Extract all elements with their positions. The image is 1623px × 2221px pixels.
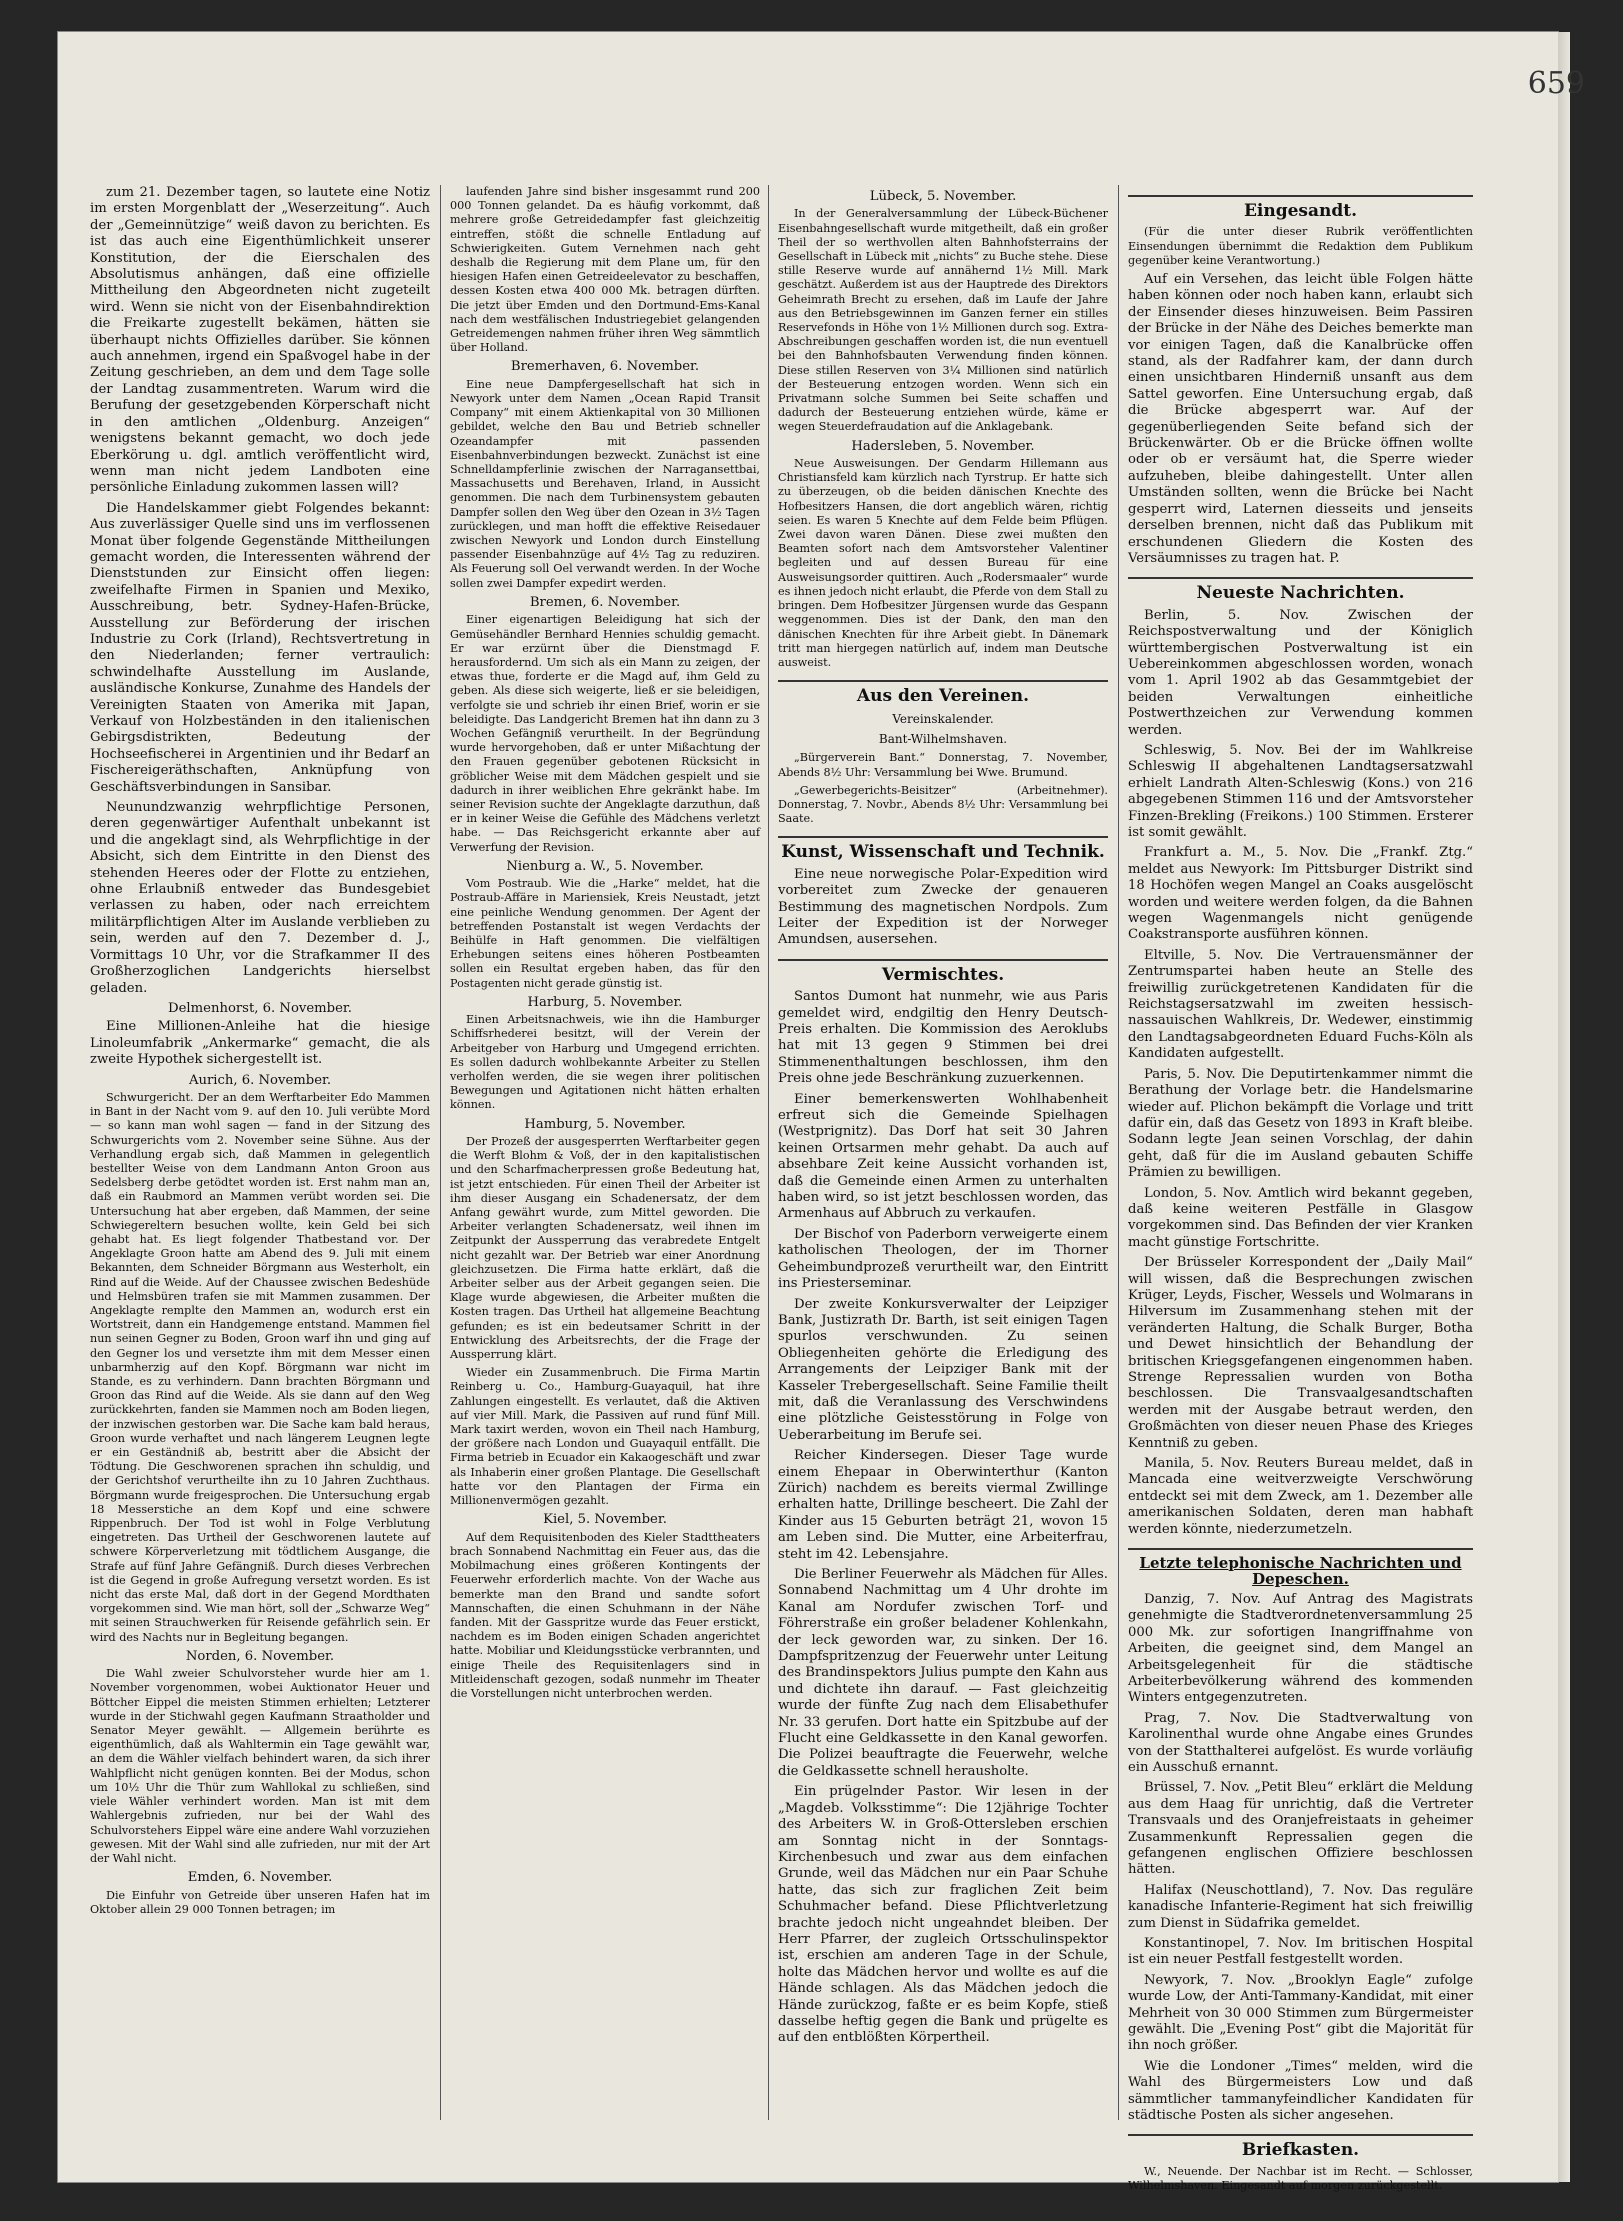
column-rule: [440, 185, 441, 2120]
dateline: Lübeck, 5. November.: [869, 189, 1017, 204]
dateline: Bremerhaven, 6. November.: [510, 359, 700, 375]
paragraph-small: „Bürgerverein Bant.“ Donnerstag, 7. November, Abends 8½ Uhr: Versammlung bei Wwe. Brumund.: [778, 751, 1108, 779]
paragraph: Einer bemerkenswerten Wohlhabenheit erfreut sich die Gemeinde Spielhagen (Westprignitz). Das Dorf hat seit 30 Jahren keinen Ortsarmen mehr gehabt. Da auch auf absehbare Zeit keine Aussicht vorhanden ist, daß die Gemeinde einen Armen zu unterhalten haben wird, so ist jetzt beschlossen worden, das Armenhaus auf Abbruch zu verkaufen.: [778, 1091, 1108, 1222]
section-heading: Vermischtes.: [778, 959, 1108, 983]
paragraph: Eltville, 5. Nov. Die Vertrauensmänner der Zentrumspartei haben heute an Stelle des freiwillig zurückgetretenen Kandidaten für die Reichstagsersatzwahl im zweiten hessisch-nassauischen Wahlkreis, Dr. Wedewer, einstimmig den Landtagsabgeordneten Eduard Fuchs-Köln als Kandidaten aufgestellt.: [1128, 947, 1473, 1062]
paragraph: Frankfurt a. M., 5. Nov. Die „Frankf. Ztg.“ meldet aus Newyork: Im Pittsburger Distrikt sind 18 Hochöfen wegen Mangel an Coaks ausgelöscht worden und weitere werden folgen, da die Bahnen wegen Wagenmangels nicht genügende Coakstransporte ausführen können.: [1128, 845, 1473, 943]
paragraph: Eine neue norwegische Polar-Expedition wird vorbereitet zum Zwecke der genaueren Bestimmung des magnetischen Nordpols. Zum Leiter der Expedition ist der Norweger Amundsen, ausersehen.: [778, 866, 1108, 948]
page-number: 659: [1527, 66, 1585, 101]
paragraph: Halifax (Neuschottland), 7. Nov. Das reguläre kanadische Infanterie-Regiment hat sich freiwillig zum Dienst in Südafrika gemeldet.: [1128, 1882, 1473, 1931]
paragraph: Der zweite Konkursverwalter der Leipziger Bank, Justizrath Dr. Barth, ist seit einigen Tagen spurlos verschwunden. Zu seinen Obliegenheiten gehörte die Erledigung des Arrangements der Leipziger Bank mit der Kasseler Trebergesellschaft. Seine Familie theilt mit, daß die Veranlassung des Verschwindens eine plötzliche Geistesstörung in Folge von Ueberarbeitung im Berufe sei.: [778, 1296, 1108, 1443]
paragraph: Danzig, 7. Nov. Auf Antrag des Magistrats genehmigte die Stadtverordnetenversammlung 25 000 Mk. zur sofortigen Inangriffnahme von Arbeiten, die geeignet sind, dem Mangel an Arbeitsgelegenheit für die städtische Arbeiterbevölkerung während des kommenden Winters entgegenzutreten.: [1128, 1591, 1473, 1706]
dateline: Hamburg, 5. November.: [524, 1116, 686, 1132]
paragraph: Ein prügelnder Pastor. Wir lesen in der „Magdeb. Volksstimme“: Die 12jährige Tochter des Arbeiters W. in Groß-Ottersleben erschien am Sonntag nicht in der Sonntags-Kirchenbesuch und zwar aus dem einfachen Grunde, weil das Mädchen nur ein Paar Schuhe hatte, das sich zur fraglichen Zeit beim Schuhmacher befand. Diese Pflichtverletzung brachte jedoch nicht ungeahndet bleiben. Der Herr Pfarrer, der zugleich Ortsschulinspektor ist, erschien am anderen Tage in der Schule, holte das Mädchen hervor und wollte es auf die Hände schlagen. Als das Mädchen jedoch die Hände zurückzog, faßte er es beim Kopfe, stieß dasselbe heftig gegen die Bank und prügelte es auf den entblößten Körpertheil.: [778, 1784, 1108, 2046]
paragraph: Brüssel, 7. Nov. „Petit Bleu“ erklärt die Meldung aus dem Haag für unrichtig, daß die Vertreter Transvaals und des Oranjefreistaats in geheimer Zusammenkunft Repressalien gegen die gefangenen englischen Offiziere beschlossen hätten.: [1128, 1780, 1473, 1878]
dateline: Emden, 6. November.: [187, 1870, 333, 1886]
paragraph-small: Eine neue Dampfergesellschaft hat sich in Newyork unter dem Namen „Ocean Rapid Transit Company“ mit einem Aktienkapital von 30 Millionen gebildet, welche den Bau und Betrieb schneller Ozeandampfer mit passenden Eisenbahnverbindungen bezweckt. Zunächst ist eine Schnelldampferlinie zwischen der Narragansettbai, Massachusetts und Berehaven, Irland, in Aussicht genommen. Die nach dem Turbinensystem gebauten Dampfer sollen den Weg über den Ozean in 3½ Tagen zurücklegen, und man hofft die effektive Reisedauer zwischen Newyork und London durch Einstellung passender Eisenbahnzüge auf 4½ Tag zu reduziren. Als Feuerung soll Oel verwandt werden. In der Woche sollen zwei Dampfer expedirt werden.: [450, 377, 760, 590]
paragraph-small: Die Wahl zweier Schulvorsteher wurde hier am 1. November vorgenommen, wobei Auktionator Heuer und Böttcher Eippel die meisten Stimmen erhielten; Letzterer wurde in der Stichwahl gegen Kaufmann Straatholder und Senator Meyer gewählt. — Allgemein berührte es eigenthümlich, daß als Wahltermin ein Tage gewählt war, an dem die Wähler vielfach behindert waren, da sich ihrer Wahlpflicht nicht genügen konnten. Bei der Modus, schon um 10½ Uhr die Thür zum Wahllokal zu schließen, sind viele Wähler verhindert worden. Man ist mit dem Wahlergebnis zufrieden, nur bei der Wahl des Schulvorstehers Eippel wäre eine andere Wahl vorzuziehen gewesen. Mit der Wahl sind alle zufrieden, nur mit der Art der Wahl nicht.: [90, 1667, 430, 1865]
paragraph: Wie die Londoner „Times“ melden, wird die Wahl des Bürgermeisters Low und daß sämmtlicher tammanyfeindlicher Kandidaten für städtische Posten als sicher angesehen.: [1128, 2058, 1473, 2124]
paragraph-small: Neue Ausweisungen. Der Gendarm Hillemann aus Christiansfeld kam kürzlich nach Tyrstrup. Er hatte sich zu überzeugen, ob die beiden dänischen Knechte des Hofbesitzers Hansen, die dort angeblich wären, richtig seien. Es waren 5 Knechte auf dem Felde beim Pflügen. Zwei davon waren Dänen. Diese zwei mußten den Beamten sofort nach dem Amtsvorsteher Valentiner begleiten und auf dessen Bureau für eine Ausweisungsorder quittiren. Auch „Rodersmaaler“ wurde es ihnen jedoch nicht erlaubt, die Pferde von dem Stall zu bringen. Dem Hofbesitzer Jürgensen wurde das Gespann weggenommen. Dies ist der Dank, den man den dänischen Knechten für ihre Arbeit giebt. In Dänemark tritt man hiergegen natürlich auf, indem man Deutsche ausweist.: [778, 457, 1108, 669]
paragraph-small: (Für die unter dieser Rubrik veröffentlichten Einsendungen übernimmt die Redaktion dem Publikum gegenüber keine Verantwortung.): [1128, 225, 1473, 267]
paragraph: London, 5. Nov. Amtlich wird bekannt gegeben, daß keine weiteren Pestfälle in Glasgow vorgekommen sind. Das Befinden der vier Kranken macht günstige Fortschritte.: [1128, 1185, 1473, 1250]
section-heading: Aus den Vereinen.: [778, 680, 1108, 704]
section-heading: Neueste Nachrichten.: [1128, 577, 1473, 601]
paragraph-small: Einer eigenartigen Beleidigung hat sich der Gemüsehändler Bernhard Hennies schuldig gemacht. Er war erzürnt über die Dienstmagd F. herausfordernd. Um sich als ein Mann zu zeigen, der etwas thue, forderte er die Magd auf, ihm Geld zu geben. Als diese sich weigerte, ließ er sie beleidigen, verfolgte sie und schrieb ihr einen Brief, worin er sie beleidigte. Das Landgericht Bremen hat ihn dann zu 3 Wochen Gefängniß verurtheilt. In der Begründung wurde hervorgehoben, daß er unter Mißachtung der den Frauen gegenüber gebotenen Rücksicht in gröblicher Weise mit dem Mädchen gespielt und sie dadurch in ihrer weiblichen Ehre gekränkt habe. Im seiner Revision suchte der Angeklagte darzuthun, daß er in keiner Weise die Gefühle des Mädchens verletzt habe. — Das Reichsgericht erkannte aber auf Verwerfung der Revision.: [450, 613, 760, 854]
paragraph: Eine Millionen-Anleihe hat die hiesige Linoleumfabrik „Ankermarke“ gemacht, die als zweite Hypothek sichergestellt ist.: [90, 1019, 430, 1068]
paragraph: Berlin, 5. Nov. Zwischen der Reichspostverwaltung und der Königlich württembergischen Postverwaltung ist ein Uebereinkommen abgeschlossen worden, wonach vom 1. April 1902 ab das Gesammtgebiet der beiden Verwaltungen einheitliche Postwerthzeichen zur Verwendung kommen werden.: [1128, 607, 1473, 738]
column-1: [90, 185, 430, 2120]
dateline: Nienburg a. W., 5. November.: [506, 858, 704, 874]
dateline: Kiel, 5. November.: [543, 1512, 667, 1528]
section-heading: Kunst, Wissenschaft und Technik.: [778, 836, 1108, 860]
paragraph: Schleswig, 5. Nov. Bei der im Wahlkreise Schleswig II abgehaltenen Landtagsersatzwahl erhielt Landrath Alten-Schleswig (Kons.) von 216 abgegebenen Stimmen 116 und der Amtsvorsteher Finzen-Brekling (Freikons.) 100 Stimmen. Ersterer ist somit gewählt.: [1128, 742, 1473, 841]
page-edge: [1558, 32, 1570, 2182]
paragraph-small: Die Einfuhr von Getreide über unseren Hafen hat im Oktober allein 29 000 Tonnen betragen; im: [90, 1888, 430, 1916]
paragraph-small: laufenden Jahre sind bisher insgesammt rund 200 000 Tonnen gelandet. Da es häufig vorkommt, daß mehrere große Getreidedampfer fast gleichzeitig eintreffen, stößt die schnelle Entladung auf Schwierigkeiten. Gutem Vernehmen nach geht deshalb die Regierung mit dem Plane um, für den hiesigen Hafen einen Getreideelevator zu beschaffen, dessen Kosten etwa 400 000 Mk. betragen dürften. Die jetzt über Emden und den Dortmund-Ems-Kanal nach dem westfälischen Industriegebiet gelangenden Getreidemengen nahmen früher ihren Weg sämmtlich über Holland.: [450, 185, 760, 355]
paragraph-small: Einen Arbeitsnachweis, wie ihn die Hamburger Schiffsrhederei besitzt, will der Verein der Arbeitgeber von Harburg und Umgegend errichten. Es sollen dadurch wohlbekannte Arbeiter zu Stellen verholfen werden, die sie wegen ihrer politischen Bewegungen und Agitationen nicht hätten erhalten können.: [450, 1013, 760, 1112]
paragraph: Reicher Kindersegen. Dieser Tage wurde einem Ehepaar in Oberwinterthur (Kanton Zürich) nachdem es bereits viermal Zwillinge erhalten hatte, Drillinge bescheert. Die Zahl der Kinder aus 15 Geburten beträgt 21, wovon 15 am Leben sind. Die Mutter, eine Arbeiterfrau, steht im 42. Lebensjahre.: [778, 1448, 1108, 1562]
section-heading: Briefkasten.: [1128, 2134, 1473, 2158]
paragraph: Neunundzwanzig wehrpflichtige Personen, deren gegenwärtiger Aufenthalt unbekannt ist und die angeklagt sind, als Wehrpflichtige in der Absicht, sich dem Eintritte in den Dienst des stehenden Heeres oder der Flotte zu entziehen, ohne Erlaubniß entweder das Bundesgebiet verlassen zu haben, oder nach erreichtem militärpflichtigen Alter im Auslande verblieben zu sein, werden auf den 7. Dezember d. J., Vormittags 10 Uhr, vor die Strafkammer II des Großherzoglichen Landgerichts hierselbst geladen.: [90, 800, 430, 996]
paragraph: Die Handelskammer giebt Folgendes bekannt: Aus zuverlässiger Quelle sind uns im verflossenen Monat über folgende Gegenstände Mittheilungen gemacht worden, die Interessenten während der Dienststunden zur Einsicht offen liegen: zweifelhafte Firmen in Spanien und Mexiko, Ausschreibung, betr. Sydney-Hafen-Brücke, Ausstellung zur Beförderung der irischen Industrie zu Cork (Irland), Rechtsvertretung in den Niederlanden; ferner vertraulich: schwindelhafte Ausstellung im Auslande, ausländische Konkurse, Zunahme des Handels der Vereinigten Staaten von Amerika mit Japan, Verkauf von Holzbeständen in den italienischen Gebirgsdistrikten, Bedeutung der Hochseefischerei in Argentinien und ihr Bedarf an Fischereigeräthschaften, Anknüpfung von Geschäftsverbindungen in Sansibar.: [90, 500, 430, 795]
section-heading: Letzte telephonische Nachrichten und Depeschen.: [1128, 1548, 1473, 1588]
paragraph: Auf ein Versehen, das leicht üble Folgen hätte haben können oder noch haben kann, erlaubt sich der Einsender dieses hinzuweisen. Beim Passiren der Brücke in der Nähe des Deiches bemerkte man vor einigen Tagen, daß die Kanalbrücke offen stand, als der Radfahrer kam, der dann durch einen unsichtbaren Hinderniß unsanft aus dem Sattel geworfen. Eine Untersuchung ergab, daß die Brücke abgesperrt war. Auf der gegenüberliegenden Seite befand sich der Brückenwärter. Ob er die Brücke öffnen wollte oder ob er versäumt hat, die Sperre wieder aufzuheben, bleibe dahingestellt. Unter allen Umständen sollten, wenn die Brücke bei Nacht gesperrt wird, Laternen diesseits und jenseits derselben brennen, nicht daß das Publikum mit erschundenen Gliedern die Kosten des Versäumnisses zu tragen hat. P.: [1128, 272, 1473, 566]
paragraph-small: Auf dem Requisitenboden des Kieler Stadttheaters brach Sonnabend Nachmittag ein Feuer aus, das die Mobilmachung eines größeren Kontingents der Feuerwehr erforderlich machte. Von der Wache aus bemerkte man den Brand und sandte sofort Mannschaften, die einen Schuhmann in der Nähe fanden. Mit der Gasspritze wurde das Feuer erstickt, nachdem es im Boden einigen Schaden angerichtet hatte. Mobiliar und Kleidungsstücke verbrannten, und einige Theile des Requisitenlagers sind in Mitleidenschaft gezogen, sodaß nunmehr im Theater die Vorstellungen nicht unterbrochen werden.: [450, 1530, 760, 1700]
paragraph-small: Schwurgericht. Der an dem Werftarbeiter Edo Mammen in Bant in der Nacht vom 9. auf den 10. Juli verübte Mord — so kann man wohl sagen — fand in der Sitzung des Schwurgerichts vom 2. November seine Sühne. Aus der Verhandlung ergab sich, daß Mammen in gelegentlich bestellter Weise von dem Landmann Anton Groon aus Sedelsberg derbe getödtet worden ist. Erst nahm man an, daß ein Raubmord an Mammen verübt worden sei. Die Untersuchung hat aber ergeben, daß Mammen, der seine Schwiegereltern besuchen wollte, kein Geld bei sich gehabt hat. Es liegt folgender Thatbestand vor. Der Angeklagte Groon hatte am Abend des 9. Juli mit einem Bekannten, dem Schneider Börgmann aus Westerholt, ein Rind auf die Weide. Auf der Chaussee zwischen Bedeshüde und Helmsbüren trafen sie mit Mammen zusammen. Der Angeklagte remplte den Mammen an, wodurch erst ein Wortstreit, dann ein Handgemenge entstand. Mammen fiel nun seinen Gegner zu Boden, Groon warf ihn und ging auf den Gegner los und versetzte ihm mit dem Messer einen unbarmherzig auf den Kopf. Börgmann war nicht im Stande, es zu verhindern. Dann brachten Börgmann und Groon das Rind auf die Weide. Als sie dann auf den Weg zurückkehrten, fanden sie Mammen noch am Boden liegen, der inzwischen gestorben war. Die Sache kam bald heraus, Groon wurde verhaftet und nach längerem Leugnen legte er ein Geständniß ab, bestritt aber die Absicht der Tödtung. Die Geschworenen sprachen ihn schuldig, und der Gerichtshof verurtheilte ihn zu 10 Jahren Zuchthaus. Börgmann wurde freigesprochen. Die Untersuchung ergab 18 Messerstiche an dem Kopf und eine schwere Rippenbruch. Der Tod ist wohl in Folge Verblutung eingetreten. Das Urtheil der Geschworenen lautete auf schwere Körperverletzung mit tödtlichem Ausgange, die Strafe auf fünf Jahre Gefängniß. Durch dieses Verbrechen ist die Gegend in große Aufregung versetzt worden. Es ist nicht das erste Mal, daß dort in der Gegend Mordthaten vorgekommen sind. Wie man hört, soll der „Schwarze Weg“ mit seinen Strauchwerken für Reisende gefährlich sein. Er wird des Nachts nur in Begleitung begangen.: [90, 1090, 430, 1644]
paragraph: Konstantinopel, 7. Nov. Im britischen Hospital ist ein neuer Pestfall festgestellt worden.: [1128, 1936, 1473, 1968]
dateline: Hadersleben, 5. November.: [851, 438, 1035, 454]
paragraph-small: Vom Postraub. Wie die „Harke“ meldet, hat die Postraub-Affäre in Mariensiek, Kreis Neustadt, jetzt eine peinliche Wendung genommen. Der Agent der betreffenden Postanstalt ist wegen Verdachts der Beihülfe in Haft genommen. Die vielfältigen Erhebungen seitens eines höheren Postbeamten sollen ein Resultat ergeben haben, das für den Postagenten nicht gerade günstig ist.: [450, 877, 760, 990]
paragraph: Der Brüsseler Korrespondent der „Daily Mail“ will wissen, daß die Besprechungen zwischen Krüger, Leyds, Fischer, Wessels und Wolmarans in Hilversum im Zusammenhang stehen mit der veränderten Haltung, die Schalk Burger, Botha und Dewet hinsichtlich der Behandlung der britischen Kriegsgefangenen eingenommen haben. Strenge Repressalien wurden von Botha beschlossen. Die Transvaalgesandtschaften werden mit der Ausgabe betraut werden, den Großmächten von dieser neuen Phase des Krieges Kenntniß zu geben.: [1128, 1255, 1473, 1451]
dateline: Harburg, 5. November.: [527, 994, 683, 1010]
paragraph: zum 21. Dezember tagen, so lautete eine Notiz im ersten Morgenblatt der „Weserzeitung“. Auch der „Gemeinnützige“ weiß davon zu berichten. Es ist das auch eine Eigenthümlichkeit unserer Konstitution, der die Eierschalen des Absolutismus anhängen, daß eine offizielle Mittheilung den Abgeordneten nicht zugeteilt wird. Wenn sie nicht von der Eisenbahndirektion die Freikarte zugestellt bekämen, hätten sie überhaupt nichts Offizielles darüber. Sie können auch annehmen, irgend ein Spaßvogel habe in der Zeitung geschrieben, an dem und dem Tage solle der Landtag zusammentreten. Warum wird die Berufung der gesetzgebenden Körperschaft nicht in den amtlichen „Oldenburg. Anzeigen“ wenigstens bekannt gemacht, wo doch jede Eberkörung u. dgl. amtlich veröffentlicht wird, wenn man nicht jedem Landboten eine persönliche Einladung zukommen lassen will?: [90, 185, 430, 496]
paragraph: Paris, 5. Nov. Die Deputirtenkammer nimmt die Berathung der Vorlage betr. die Handelsmarine wieder auf. Plichon bekämpft die Vorlage und tritt dafür ein, daß das Gesetz von 1893 in Kraft bleibe. Sodann legte Jean seinen Vorschlag, der dahin geht, daß für die im Ausland gebauten Schiffe Prämien zu bewilligen.: [1128, 1066, 1473, 1181]
paragraph-small: In der Generalversammlung der Lübeck-Büchener Eisenbahngesellschaft wurde mitgetheilt, daß ein großer Theil der so werthvollen alten Bahnhofsterrains der Gesellschaft in Lübeck mit „nichts“ zu Buche stehe. Diese stille Reserve wurde auf annähernd 1½ Mill. Mark geschätzt. Außerdem ist aus der Hauptrede des Direktors Geheimrath Brecht zu ersehen, daß im Laufe der Jahre aus den Betriebsgewinnen im Ganzen ferner ein stilles Reservefonds in Höhe von 1½ Millionen durch sog. Extra-Abschreibungen geschaffen worden ist, die nun eventuell bei den Bahnhofsbauten Verwendung finden können. Diese stillen Reserven von 3¼ Millionen sind natürlich der Besteuerung entzogen worden. Wenn sich ein Privatmann solche Summen bei Seite schaffen und dadurch der Besteuerung entziehen würde, käme er wegen Steuerdefraudation auf die Anklagebank.: [778, 207, 1108, 434]
paragraph: Der Bischof von Paderborn verweigerte einem katholischen Theologen, der im Thorner Geheimbundprozeß verurtheilt war, den Eintritt ins Priesterseminar.: [778, 1226, 1108, 1292]
paragraph: Prag, 7. Nov. Die Stadtverwaltung von Karolinenthal wurde ohne Angabe eines Grundes von der Statthalterei aufgelöst. Es wurde vorläufig ein Ausschuß ernannt.: [1128, 1710, 1473, 1775]
paragraph: Die Berliner Feuerwehr als Mädchen für Alles. Sonnabend Nachmittag um 4 Uhr drohte im Kanal am Nordufer zwischen Torf- und Föhrerstraße ein großer beladener Kohlenkahn, der leck geworden war, zu sinken. Der 16. Dampfspritzenzug der Feuerwehr unter Leitung des Brandinspektors Julius pumpte den Kahn aus und dichtete ihn darauf. — Fast gleichzeitig wurde der fünfte Zug nach dem Elisabethufer Nr. 33 gerufen. Dort hatte ein Spitzbube auf der Flucht eine Geldkassette in den Kanal geworfen. Die Polizei beauftragte die Feuerwehr, welche die Geldkassette schnell herausholte.: [778, 1567, 1109, 1779]
paragraph-small: Wieder ein Zusammenbruch. Die Firma Martin Reinberg u. Co., Hamburg-Guayaquil, hat ihre Zahlungen eingestellt. Es verlautet, daß die Aktiven auf vier Mill. Mark, die Passiven auf rund fünf Mill. Mark taxirt werden, wovon ein Theil nach Hamburg, der größere nach London und Guayaquil entfällt. Die Firma betrieb in Ecuador ein Kakaogeschäft und zwar als Inhaberin einer großen Plantage. Die Gesellschaft hatte vor den Plantagen der Firma ein Millionenvermögen gezahlt.: [450, 1366, 760, 1508]
dateline: Delmenhorst, 6. November.: [168, 1000, 352, 1016]
paragraph-small: Der Prozeß der ausgesperrten Werftarbeiter gegen die Werft Blohm & Voß, der in den kapitalistischen und den Scharfmacherpressen große Bedeutung hat, ist jetzt entschieden. Für einen Theil der Arbeiter ist ihm dieser Ausgang ein Schadenersatz, der dem Anfang gewährt wurde, zum Mittel geworden. Die Arbeiter verlangten Schadenersatz, weil ihnen im Zeitpunkt der Aussperrung das verabredete Entgelt nicht gezahlt war. Der Betrieb war einer Anordnung gleichzusetzen. Die Firma hatte erklärt, daß die Arbeiter selber aus der Arbeit gegangen seien. Die Klage wurde abgewiesen, die Arbeiter mußten die Kosten tragen. Das Urtheil hat allgemeine Beachtung gefunden; es ist ein bedeutsamer Schritt in der Entwicklung des Arbeitsrechts, der die Frage der Aussperrung klärt.: [450, 1135, 760, 1362]
paragraph: Manila, 5. Nov. Reuters Bureau meldet, daß in Mancada eine weitverzweigte Verschwörung entdeckt sei mit dem Zweck, am 1. Dezember alle amerikanischen Soldaten, deren man habhaft werden könnte, niederzumetzeln.: [1128, 1456, 1473, 1537]
dateline: Bremen, 6. November.: [529, 594, 681, 610]
subheading: Vereinskalender.: [892, 711, 994, 726]
column-3: [778, 185, 1108, 2120]
subheading: Bant-Wilhelmshaven.: [878, 731, 1008, 746]
paragraph-small: „Gewerbegerichts-Beisitzer“ (Arbeitnehmer). Donnerstag, 7. Novbr., Abends 8½ Uhr: Versammlung bei Saate.: [778, 783, 1108, 826]
dateline: Norden, 6. November.: [185, 1648, 335, 1664]
paragraph: Newyork, 7. Nov. „Brooklyn Eagle“ zufolge wurde Low, der Anti-Tammany-Kandidat, mit einer Mehrheit von 30 000 Stimmen zum Bürgermeister gewählt. Die „Evening Post“ gibt die Majorität für ihn noch größer.: [1128, 1972, 1473, 2054]
section-heading: Eingesandt.: [1128, 195, 1473, 219]
paragraph: Santos Dumont hat nunmehr, wie aus Paris gemeldet wird, endgiltig den Henry Deutsch-Preis erhalten. Die Kommission des Aeroklubs hat mit 13 gegen 9 Stimmen bei drei Stimmenenthaltungen beschlossen, ihm den Preis ohne jede Beschränkung zuzuerkennen.: [778, 989, 1108, 1087]
column-4: [1128, 185, 1473, 2193]
column-rule: [1118, 185, 1119, 2120]
column-2: [450, 185, 760, 2120]
paragraph-small: W., Neuende. Der Nachbar ist im Recht. — Schlosser, Wilhelmshaven. Eingesandt auf morgen zurückgestellt.: [1128, 2164, 1473, 2193]
dateline: Aurich, 6. November.: [188, 1072, 332, 1088]
column-rule: [768, 185, 769, 2120]
